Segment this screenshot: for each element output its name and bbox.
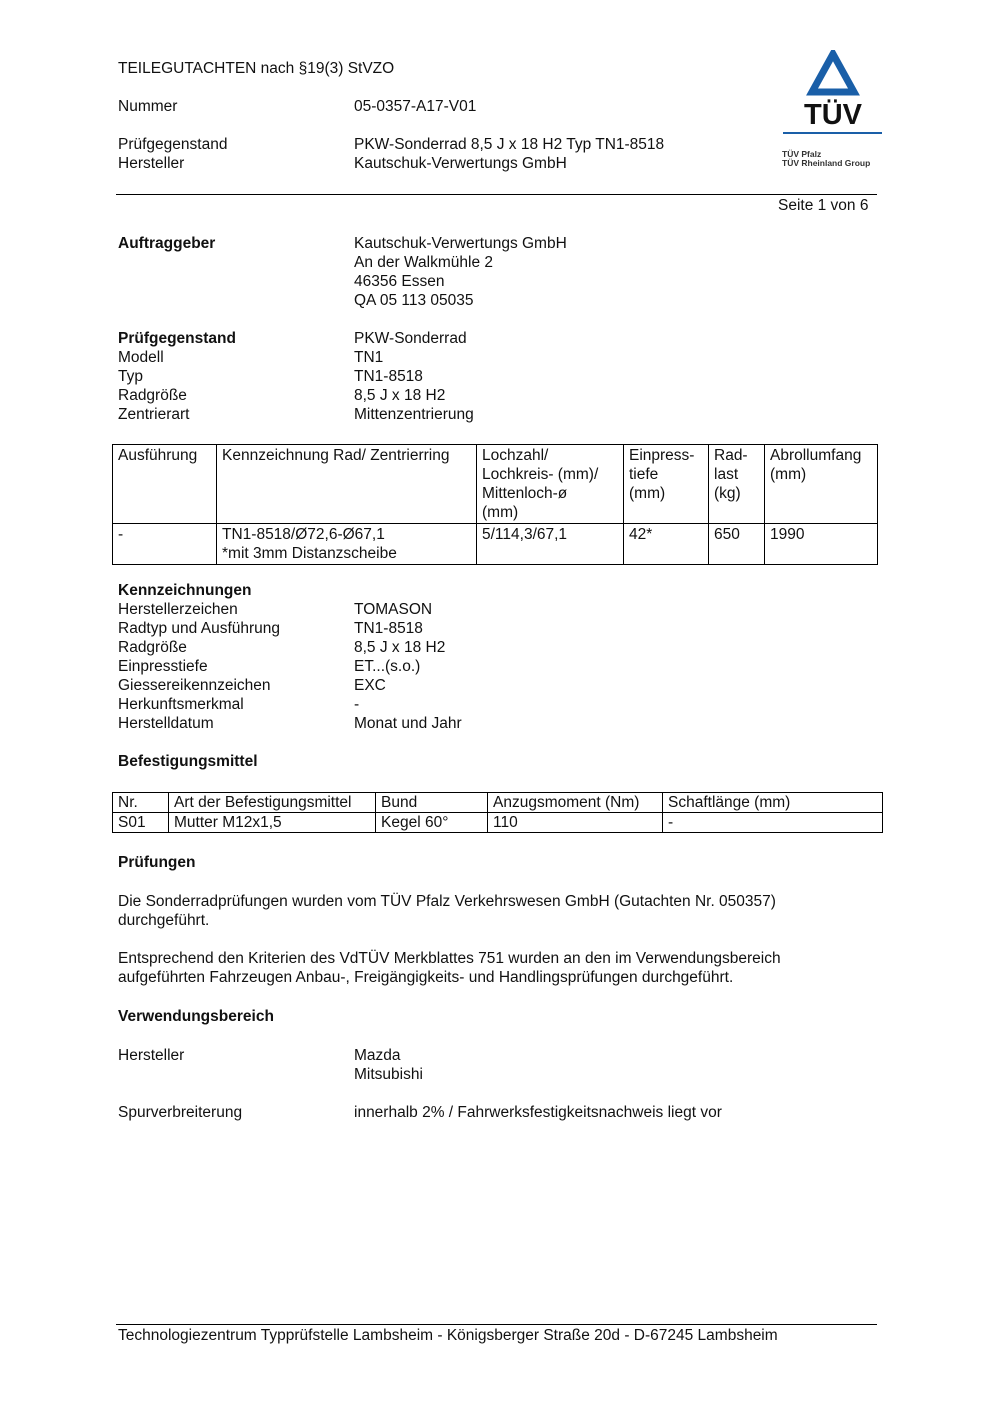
- hersteller-value: Kautschuk-Verwertungs GmbH: [354, 155, 567, 172]
- kennz-value: EXC: [354, 677, 386, 694]
- verwendung-hersteller-value: Mitsubishi: [354, 1066, 423, 1083]
- pruefungen-text: Entsprechend den Kriterien des VdTÜV Merkblattes 751 wurden an den im Verwendungsbereich: [118, 950, 781, 967]
- table-cell: -: [113, 524, 217, 565]
- hersteller-label: Hersteller: [118, 155, 185, 172]
- kennz-label: Herkunftsmerkmal: [118, 696, 244, 713]
- table-header-cell: Nr.: [113, 793, 169, 813]
- logo-subtext: [782, 150, 870, 168]
- footer-address: Technologiezentrum Typprüfstelle Lambsheim - Königsberger Straße 20d - D-67245 Lambsheim: [118, 1327, 778, 1344]
- logo-sub1: TÜV Pfalz: [782, 149, 822, 159]
- verwendung-hersteller-value: Mazda: [354, 1047, 401, 1064]
- table-header-cell: Art der Befestigungsmittel: [169, 793, 376, 813]
- table-cell: 5/114,3/67,1: [477, 524, 624, 565]
- table-cell: -: [663, 813, 883, 833]
- table-header-cell: Abrollumfang (mm): [765, 445, 878, 524]
- document-title: TEILEGUTACHTEN nach §19(3) StVZO: [118, 60, 395, 77]
- kennz-label: Radgröße: [118, 639, 187, 656]
- logo-wordmark: TÜV: [804, 99, 862, 131]
- auftraggeber-label: Auftraggeber: [118, 235, 216, 252]
- table-header-cell: Lochzahl/ Lochkreis- (mm)/ Mittenloch-ø (mm): [477, 445, 624, 524]
- befestigung-heading: Befestigungsmittel: [118, 753, 258, 770]
- kennz-value: -: [354, 696, 360, 713]
- table-header-cell: Ausführung: [113, 445, 217, 524]
- table-cell: Mutter M12x1,5: [169, 813, 376, 833]
- table-header-cell: Kennzeichnung Rad/ Zentrierring: [217, 445, 477, 524]
- kennz-value: Monat und Jahr: [354, 715, 462, 732]
- pruefungen-text: aufgeführten Fahrzeugen Anbau-, Freigängigkeits- und Handlingsprüfungen durchgeführt.: [118, 969, 734, 986]
- kennz-value: ET...(s.o.): [354, 658, 421, 675]
- table-cell: 110: [488, 813, 663, 833]
- table-cell: 650: [709, 524, 765, 565]
- radgroesse-value: 8,5 J x 18 H2: [354, 387, 446, 404]
- table-header-row: [113, 793, 883, 813]
- table-row: [113, 813, 883, 833]
- pruefungen-text: durchgeführt.: [118, 912, 210, 929]
- pruefgegenstand-label: Prüfgegenstand: [118, 136, 228, 153]
- zentrierart-value: Mittenzentrierung: [354, 406, 474, 423]
- page-info: Seite 1 von 6: [778, 197, 869, 214]
- logo-sub2: TÜV Rheinland Group: [782, 158, 871, 168]
- logo-triangle-icon: [812, 54, 854, 92]
- modell-value: TN1: [354, 349, 384, 366]
- kennz-value: TOMASON: [354, 601, 433, 618]
- kennz-value: TN1-8518: [354, 620, 423, 637]
- kennz-label: Giessereikennzeichen: [118, 677, 271, 694]
- table-cell: S01: [113, 813, 169, 833]
- pruefungen-heading: Prüfungen: [118, 854, 196, 871]
- table-cell: TN1-8518/Ø72,6-Ø67,1 *mit 3mm Distanzscheibe: [217, 524, 477, 565]
- kennz-label: Herstellerzeichen: [118, 601, 238, 618]
- table-header-cell: Einpress- tiefe (mm): [624, 445, 709, 524]
- kennz-value: 8,5 J x 18 H2: [354, 639, 446, 656]
- table-header-row: [113, 445, 878, 524]
- befestigung-table: [112, 792, 883, 833]
- auftraggeber-line: 46356 Essen: [354, 273, 445, 290]
- table-header-cell: Bund: [376, 793, 488, 813]
- pruefgegenstand-heading: Prüfgegenstand: [118, 330, 236, 347]
- table-header-cell: Anzugsmoment (Nm): [488, 793, 663, 813]
- spurverbreiterung-value: innerhalb 2% / Fahrwerksfestigkeitsnachweis liegt vor: [354, 1104, 722, 1121]
- table-header-cell: Rad- last (kg): [709, 445, 765, 524]
- auftraggeber-line: QA 05 113 05035: [354, 292, 474, 309]
- table-cell: 1990: [765, 524, 878, 565]
- typ-value: TN1-8518: [354, 368, 423, 385]
- auftraggeber-line: An der Walkmühle 2: [354, 254, 493, 271]
- nummer-label: Nummer: [118, 98, 178, 115]
- logo-rule: [783, 132, 882, 134]
- pruefgegenstand-heading-value: PKW-Sonderrad: [354, 330, 467, 347]
- verwendung-hersteller-label: Hersteller: [118, 1047, 185, 1064]
- table-row: [113, 524, 878, 565]
- kennz-label: Radtyp und Ausführung: [118, 620, 281, 637]
- kennzeichnungen-heading: Kennzeichnungen: [118, 582, 252, 599]
- zentrierart-label: Zentrierart: [118, 406, 190, 423]
- spurverbreiterung-label: Spurverbreiterung: [118, 1104, 243, 1121]
- nummer-value: 05-0357-A17-V01: [354, 98, 477, 115]
- pruefungen-text: Die Sonderradprüfungen wurden vom TÜV Pfalz Verkehrswesen GmbH (Gutachten Nr. 050357): [118, 893, 776, 910]
- auftraggeber-line: Kautschuk-Verwertungs GmbH: [354, 235, 567, 252]
- rad-table: [112, 444, 878, 565]
- table-header-cell: Schaftlänge (mm): [663, 793, 883, 813]
- table-cell: 42*: [624, 524, 709, 565]
- verwendungsbereich-heading: Verwendungsbereich: [118, 1008, 274, 1025]
- radgroesse-label: Radgröße: [118, 387, 187, 404]
- typ-label: Typ: [118, 368, 143, 385]
- pruefgegenstand-value: PKW-Sonderrad 8,5 J x 18 H2 Typ TN1-8518: [354, 136, 665, 153]
- header-divider: [116, 194, 877, 195]
- modell-label: Modell: [118, 349, 164, 366]
- kennz-label: Herstelldatum: [118, 715, 214, 732]
- kennz-label: Einpresstiefe: [118, 658, 208, 675]
- footer-divider: [116, 1324, 877, 1325]
- table-cell: Kegel 60°: [376, 813, 488, 833]
